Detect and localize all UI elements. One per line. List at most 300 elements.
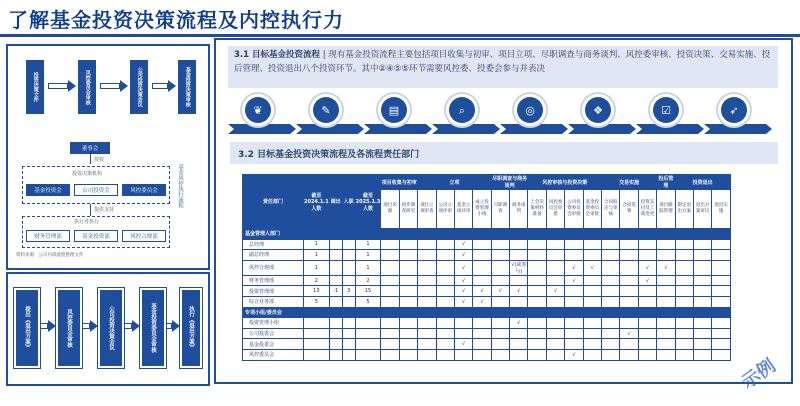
check-cell xyxy=(418,260,436,275)
count-cell xyxy=(342,349,355,360)
check-cell xyxy=(381,250,399,261)
sub-header: 退出方案审议 xyxy=(693,190,711,229)
group-header: 风控审核与投资决策 xyxy=(528,175,602,190)
board-box: 董事会 xyxy=(70,142,110,154)
dept-name: 风控委员会 xyxy=(243,349,304,360)
search-icon-glyph: ⌕ xyxy=(458,104,466,117)
check-cell xyxy=(528,260,546,275)
check-cell xyxy=(638,328,656,339)
check-cell xyxy=(638,318,656,329)
check-cell xyxy=(712,318,730,329)
table-row xyxy=(243,318,731,329)
check-cell xyxy=(693,250,711,261)
handshake-icon-glyph: ❖ xyxy=(593,104,603,117)
check-cell: √ xyxy=(454,339,472,350)
check-cell xyxy=(638,286,656,297)
check-cell xyxy=(565,239,583,250)
check-cell xyxy=(399,286,417,297)
check-cell xyxy=(712,349,730,360)
step-number: 8 xyxy=(748,125,756,136)
check-cell xyxy=(657,239,675,250)
check-cell xyxy=(510,250,528,261)
sub-header: 风控委员会审批 xyxy=(546,190,564,229)
table-row xyxy=(243,286,731,297)
check-cell xyxy=(693,275,711,286)
responsibility-table xyxy=(242,174,731,361)
check-cell: √ xyxy=(454,239,472,250)
check-cell xyxy=(528,239,546,250)
check-cell xyxy=(546,239,564,250)
sub-header: 投资支付及工商变更 xyxy=(638,190,656,229)
check-cell xyxy=(565,328,583,339)
check-cell xyxy=(638,349,656,360)
count-cell xyxy=(329,349,342,360)
sub-header: 项目跟踪管理 xyxy=(657,190,675,229)
example-stamp: 示例 xyxy=(738,355,780,394)
check-cell: √ xyxy=(620,328,638,339)
check-cell xyxy=(491,296,509,307)
check-cell xyxy=(602,239,620,250)
check-cell: √ xyxy=(638,260,656,275)
check-cell xyxy=(583,275,601,286)
count-cell: 15 xyxy=(355,286,381,297)
footnote: 资料来源：公司内部流程整理文件 xyxy=(16,253,84,258)
col-header: 责任部门 xyxy=(243,175,304,229)
count-cell: 5 xyxy=(304,296,330,307)
check-cell xyxy=(528,339,546,350)
check-cell xyxy=(657,286,675,297)
dept-name: 财务管理部 xyxy=(243,275,304,286)
count-cell xyxy=(329,250,342,261)
check-cell xyxy=(510,239,528,250)
check-cell xyxy=(510,328,528,339)
table-row xyxy=(243,260,731,275)
check-cell xyxy=(546,260,564,275)
dept-name: 风控合规部 xyxy=(243,260,304,275)
check-cell xyxy=(510,275,528,286)
risk-dept-box: 风控合规部 xyxy=(122,230,166,242)
checklist-icon-glyph: ☑ xyxy=(661,104,671,117)
rocket-icon-glyph: ➶ xyxy=(729,104,739,117)
check-cell xyxy=(583,318,601,329)
check-cell xyxy=(712,286,730,297)
count-cell xyxy=(342,275,355,286)
check-cell xyxy=(510,296,528,307)
check-cell xyxy=(675,260,693,275)
check-cell xyxy=(583,349,601,360)
dept-name: 投资管理小组 xyxy=(243,318,304,329)
check-cell: √ xyxy=(565,275,583,286)
process-steps xyxy=(228,90,778,138)
left-flow-panel xyxy=(6,44,210,270)
check-cell xyxy=(528,250,546,261)
step-number: 4 xyxy=(476,125,484,136)
count-cell xyxy=(329,296,342,307)
check-cell xyxy=(473,328,491,339)
exit-step-4: 基金投资委员会审核 xyxy=(140,288,166,368)
step-number: 3 xyxy=(408,125,416,136)
check-cell xyxy=(602,349,620,360)
check-cell: √ xyxy=(510,286,528,297)
check-cell xyxy=(473,318,491,329)
check-cell xyxy=(418,275,436,286)
check-cell xyxy=(693,339,711,350)
check-cell xyxy=(565,286,583,297)
fund-invest-dept-box: 基金投资部 xyxy=(74,230,118,242)
count-cell xyxy=(304,328,330,339)
finance-dept-box: 财务管理部 xyxy=(26,230,70,242)
check-cell xyxy=(602,296,620,307)
check-cell: √ xyxy=(454,275,472,286)
check-cell xyxy=(399,296,417,307)
group-header: 尽职调查与商务谈判 xyxy=(492,176,528,189)
check-cell xyxy=(491,239,509,250)
check-cell: √ xyxy=(510,318,528,329)
check-cell xyxy=(399,349,417,360)
check-cell xyxy=(657,250,675,261)
check-cell xyxy=(565,339,583,350)
check-cell xyxy=(436,275,454,286)
col-header: 入职 xyxy=(342,175,355,229)
count-cell xyxy=(329,318,342,329)
dept-name: 投资管理部 xyxy=(243,286,304,297)
section-row: 专项小组/委员会 xyxy=(243,307,731,318)
check-cell xyxy=(602,339,620,350)
check-cell: √ xyxy=(583,260,601,275)
check-cell xyxy=(436,260,454,275)
check-cell xyxy=(473,239,491,250)
exit-step-2: 风控委员会审核 xyxy=(56,288,82,368)
check-cell xyxy=(583,328,601,339)
check-cell xyxy=(712,239,730,250)
check-cell xyxy=(602,328,620,339)
pen-icon-glyph: ✎ xyxy=(321,104,331,117)
check-cell: √ xyxy=(565,349,583,360)
check-cell xyxy=(602,260,620,275)
check-cell xyxy=(381,318,399,329)
company-committee-box: 公司投资会 xyxy=(74,184,118,196)
check-cell xyxy=(528,275,546,286)
sub-header: 基金立项评审 xyxy=(454,190,472,229)
check-cell xyxy=(418,239,436,250)
section-row: 基金管理人部门 xyxy=(243,229,731,240)
check-cell: √(或参与) xyxy=(511,261,527,275)
check-cell xyxy=(418,339,436,350)
exit-step-3: 公司投资决策会议 xyxy=(98,288,124,368)
sub-header: 初步调查研究 xyxy=(399,190,417,229)
check-cell xyxy=(602,318,620,329)
fund-committee-box: 基金投资会 xyxy=(26,184,70,196)
check-cell xyxy=(675,318,693,329)
exit-flow-panel xyxy=(6,272,210,386)
check-cell xyxy=(602,250,620,261)
check-cell xyxy=(381,328,399,339)
check-cell xyxy=(546,349,564,360)
check-cell xyxy=(399,260,417,275)
check-cell xyxy=(436,318,454,329)
check-cell xyxy=(528,318,546,329)
check-cell: √ xyxy=(454,260,472,275)
count-cell xyxy=(355,339,381,350)
count-cell: 1 xyxy=(304,250,330,261)
count-cell xyxy=(342,250,355,261)
section32-header xyxy=(230,142,778,164)
count-cell xyxy=(342,328,355,339)
check-cell xyxy=(454,349,472,360)
arrow-right-icon xyxy=(100,80,128,92)
check-cell xyxy=(546,250,564,261)
count-cell: 13 xyxy=(304,286,330,297)
group-header: 项目收集与初审 xyxy=(381,175,418,190)
step-number: 6 xyxy=(612,125,620,136)
check-cell xyxy=(620,239,638,250)
check-cell: √ xyxy=(657,260,675,275)
check-cell xyxy=(418,286,436,297)
check-cell xyxy=(712,328,730,339)
check-cell xyxy=(583,286,601,297)
check-cell xyxy=(546,328,564,339)
step-number: 7 xyxy=(680,125,688,136)
check-cell xyxy=(638,296,656,307)
flow-box-2: 风控委员会审核 xyxy=(78,60,96,114)
count-cell: 5 xyxy=(355,296,381,307)
table-row xyxy=(243,250,731,261)
check-cell xyxy=(583,239,601,250)
arrow-right-icon xyxy=(82,320,96,332)
check-cell: √ xyxy=(491,286,509,297)
check-cell xyxy=(381,286,399,297)
check-cell xyxy=(491,260,509,275)
section32-heading: 3.2 目标基金投资决策流程及各流程责任部门 xyxy=(238,149,420,160)
right-panel xyxy=(214,38,793,384)
check-cell xyxy=(381,275,399,286)
table-row xyxy=(243,349,731,360)
check-cell xyxy=(528,296,546,307)
check-cell xyxy=(510,339,528,350)
flow-box-1: 投资决策文件 xyxy=(26,60,44,114)
check-cell xyxy=(620,275,638,286)
check-cell xyxy=(491,250,509,261)
leaf-icon-glyph: ❦ xyxy=(253,104,263,117)
check-cell xyxy=(712,339,730,350)
count-cell xyxy=(329,260,342,275)
check-cell xyxy=(712,250,730,261)
count-cell: 1 xyxy=(355,260,381,275)
sub-header: 成立投资管理小组 xyxy=(473,190,491,229)
check-cell xyxy=(657,318,675,329)
check-cell xyxy=(436,339,454,350)
check-cell xyxy=(675,296,693,307)
check-cell xyxy=(620,286,638,297)
check-cell xyxy=(491,275,509,286)
check-cell xyxy=(418,328,436,339)
arrow-right-icon xyxy=(124,320,138,332)
check-cell xyxy=(675,339,693,350)
check-cell: √ xyxy=(454,286,472,297)
sub-header: 项目来源 xyxy=(381,190,399,229)
sub-header: 公司投资委员会审批 xyxy=(565,190,583,229)
check-cell: √ xyxy=(473,286,491,297)
check-cell xyxy=(620,339,638,350)
check-cell xyxy=(381,239,399,250)
check-cell xyxy=(565,296,583,307)
check-cell xyxy=(657,339,675,350)
check-cell xyxy=(565,318,583,329)
check-cell xyxy=(693,239,711,250)
check-cell xyxy=(693,349,711,360)
count-cell xyxy=(329,328,342,339)
group-header: 立项 xyxy=(418,175,492,190)
check-cell xyxy=(381,260,399,275)
check-cell xyxy=(583,296,601,307)
check-cell xyxy=(675,349,693,360)
check-cell xyxy=(399,318,417,329)
check-cell xyxy=(436,296,454,307)
check-cell xyxy=(473,250,491,261)
count-cell xyxy=(342,296,355,307)
step-number: 2 xyxy=(340,125,348,136)
risk-committee-box: 风控委员会 xyxy=(122,184,166,196)
check-cell xyxy=(693,328,711,339)
count-cell xyxy=(304,318,330,329)
check-cell xyxy=(528,286,546,297)
count-cell xyxy=(329,339,342,350)
title-divider xyxy=(0,34,800,37)
check-cell xyxy=(602,286,620,297)
count-cell: 1 xyxy=(355,250,381,261)
check-cell xyxy=(675,286,693,297)
check-cell xyxy=(712,260,730,275)
side-label: 基金风控执行流程 xyxy=(177,164,183,208)
check-cell xyxy=(418,349,436,360)
check-cell xyxy=(528,349,546,360)
check-cell xyxy=(436,349,454,360)
dept-name: 总经理 xyxy=(243,239,304,250)
check-cell xyxy=(528,328,546,339)
check-cell xyxy=(675,250,693,261)
check-cell xyxy=(399,275,417,286)
check-cell xyxy=(546,339,564,350)
check-cell xyxy=(693,260,711,275)
check-cell xyxy=(473,349,491,360)
check-cell xyxy=(602,275,620,286)
section31-header xyxy=(228,46,778,88)
check-cell xyxy=(436,239,454,250)
sub-header: 合同签署 xyxy=(620,190,638,229)
check-cell xyxy=(620,318,638,329)
group-header: 交易实施 xyxy=(602,175,657,190)
arrow-right-icon xyxy=(152,80,176,92)
sub-header: 合同拟定与审核 xyxy=(602,190,620,229)
count-cell xyxy=(342,339,355,350)
group-header: 投资退出 xyxy=(675,175,730,190)
check-cell xyxy=(491,318,509,329)
count-cell xyxy=(342,260,355,275)
count-cell xyxy=(329,275,342,286)
authorize-label: 授权 xyxy=(94,157,105,163)
exit-step-1: 提出《退出方案》 xyxy=(14,288,40,368)
flow-box-3: 公司投资决策会议 xyxy=(130,60,148,114)
count-cell xyxy=(342,318,355,329)
check-cell xyxy=(620,349,638,360)
dept-name: 副总经理 xyxy=(243,250,304,261)
target-icon-glyph: ◎ xyxy=(525,104,535,117)
sub-header: 项目立项审查 xyxy=(418,190,436,229)
count-cell: 1 xyxy=(304,239,330,250)
check-cell: √ xyxy=(454,250,472,261)
count-cell: 1 xyxy=(355,239,381,250)
decision-org-label: 投资决策机构 xyxy=(72,171,103,177)
sub-header: 尽职调查 xyxy=(491,190,509,229)
section31-text: | 现有基金投资流程主要包括项目收集与初审、项目立项、尽职调查与商务谈判、风控委审核、投资决策、交易实施、投后管理、投资退出八个投资环节。其中②④⑤⑤环节需要风控委、投委会参与并表决 xyxy=(234,50,771,74)
check-cell xyxy=(381,349,399,360)
col-header: 截至2024.1.1人数 xyxy=(304,175,330,229)
check-cell xyxy=(583,250,601,261)
check-cell: √ xyxy=(473,296,491,307)
check-cell xyxy=(399,339,417,350)
count-cell: 2 xyxy=(355,275,381,286)
check-cell xyxy=(473,260,491,275)
col-header: 截至2025.1.3人数 xyxy=(355,175,381,229)
document-icon-glyph: ▤ xyxy=(388,104,400,117)
check-cell xyxy=(675,275,693,286)
group-header: 投后管理 xyxy=(658,176,674,189)
check-cell xyxy=(491,339,509,350)
check-cell xyxy=(657,328,675,339)
support-label: 提供支持 xyxy=(94,207,115,213)
sub-header: 商务谈判 xyxy=(510,190,528,229)
step-number: 5 xyxy=(544,125,552,136)
check-cell xyxy=(657,296,675,307)
count-cell xyxy=(355,349,381,360)
check-cell xyxy=(565,250,583,261)
count-cell: -1 xyxy=(329,286,342,297)
check-cell xyxy=(399,250,417,261)
check-cell xyxy=(491,328,509,339)
section31-heading: 3.1 目标基金投资流程 xyxy=(234,50,321,60)
check-cell xyxy=(675,328,693,339)
col-header: 调出 xyxy=(329,175,342,229)
check-cell xyxy=(712,275,730,286)
check-cell xyxy=(620,296,638,307)
dept-name: 基金投委会 xyxy=(243,339,304,350)
check-cell xyxy=(693,318,711,329)
steps-svg xyxy=(228,90,778,138)
check-cell xyxy=(418,250,436,261)
step-number: 1 xyxy=(272,125,280,136)
check-cell: √ xyxy=(546,286,564,297)
count-cell xyxy=(355,328,381,339)
check-cell xyxy=(510,349,528,360)
table-row xyxy=(243,328,731,339)
check-cell xyxy=(491,349,509,360)
check-cell xyxy=(418,296,436,307)
table-row xyxy=(243,275,731,286)
table-row xyxy=(243,296,731,307)
sub-header: 退出实施 xyxy=(712,190,730,229)
check-cell: √ xyxy=(565,260,583,275)
table-row xyxy=(243,239,731,250)
check-cell xyxy=(546,318,564,329)
check-cell xyxy=(693,296,711,307)
sub-header: 制定退出方案 xyxy=(675,190,693,229)
check-cell: √ xyxy=(454,296,472,307)
arrow-right-icon xyxy=(166,320,178,332)
check-cell xyxy=(546,296,564,307)
sub-header: 基金投资委员会审批 xyxy=(583,190,601,229)
check-cell xyxy=(546,275,564,286)
table-row xyxy=(243,339,731,350)
